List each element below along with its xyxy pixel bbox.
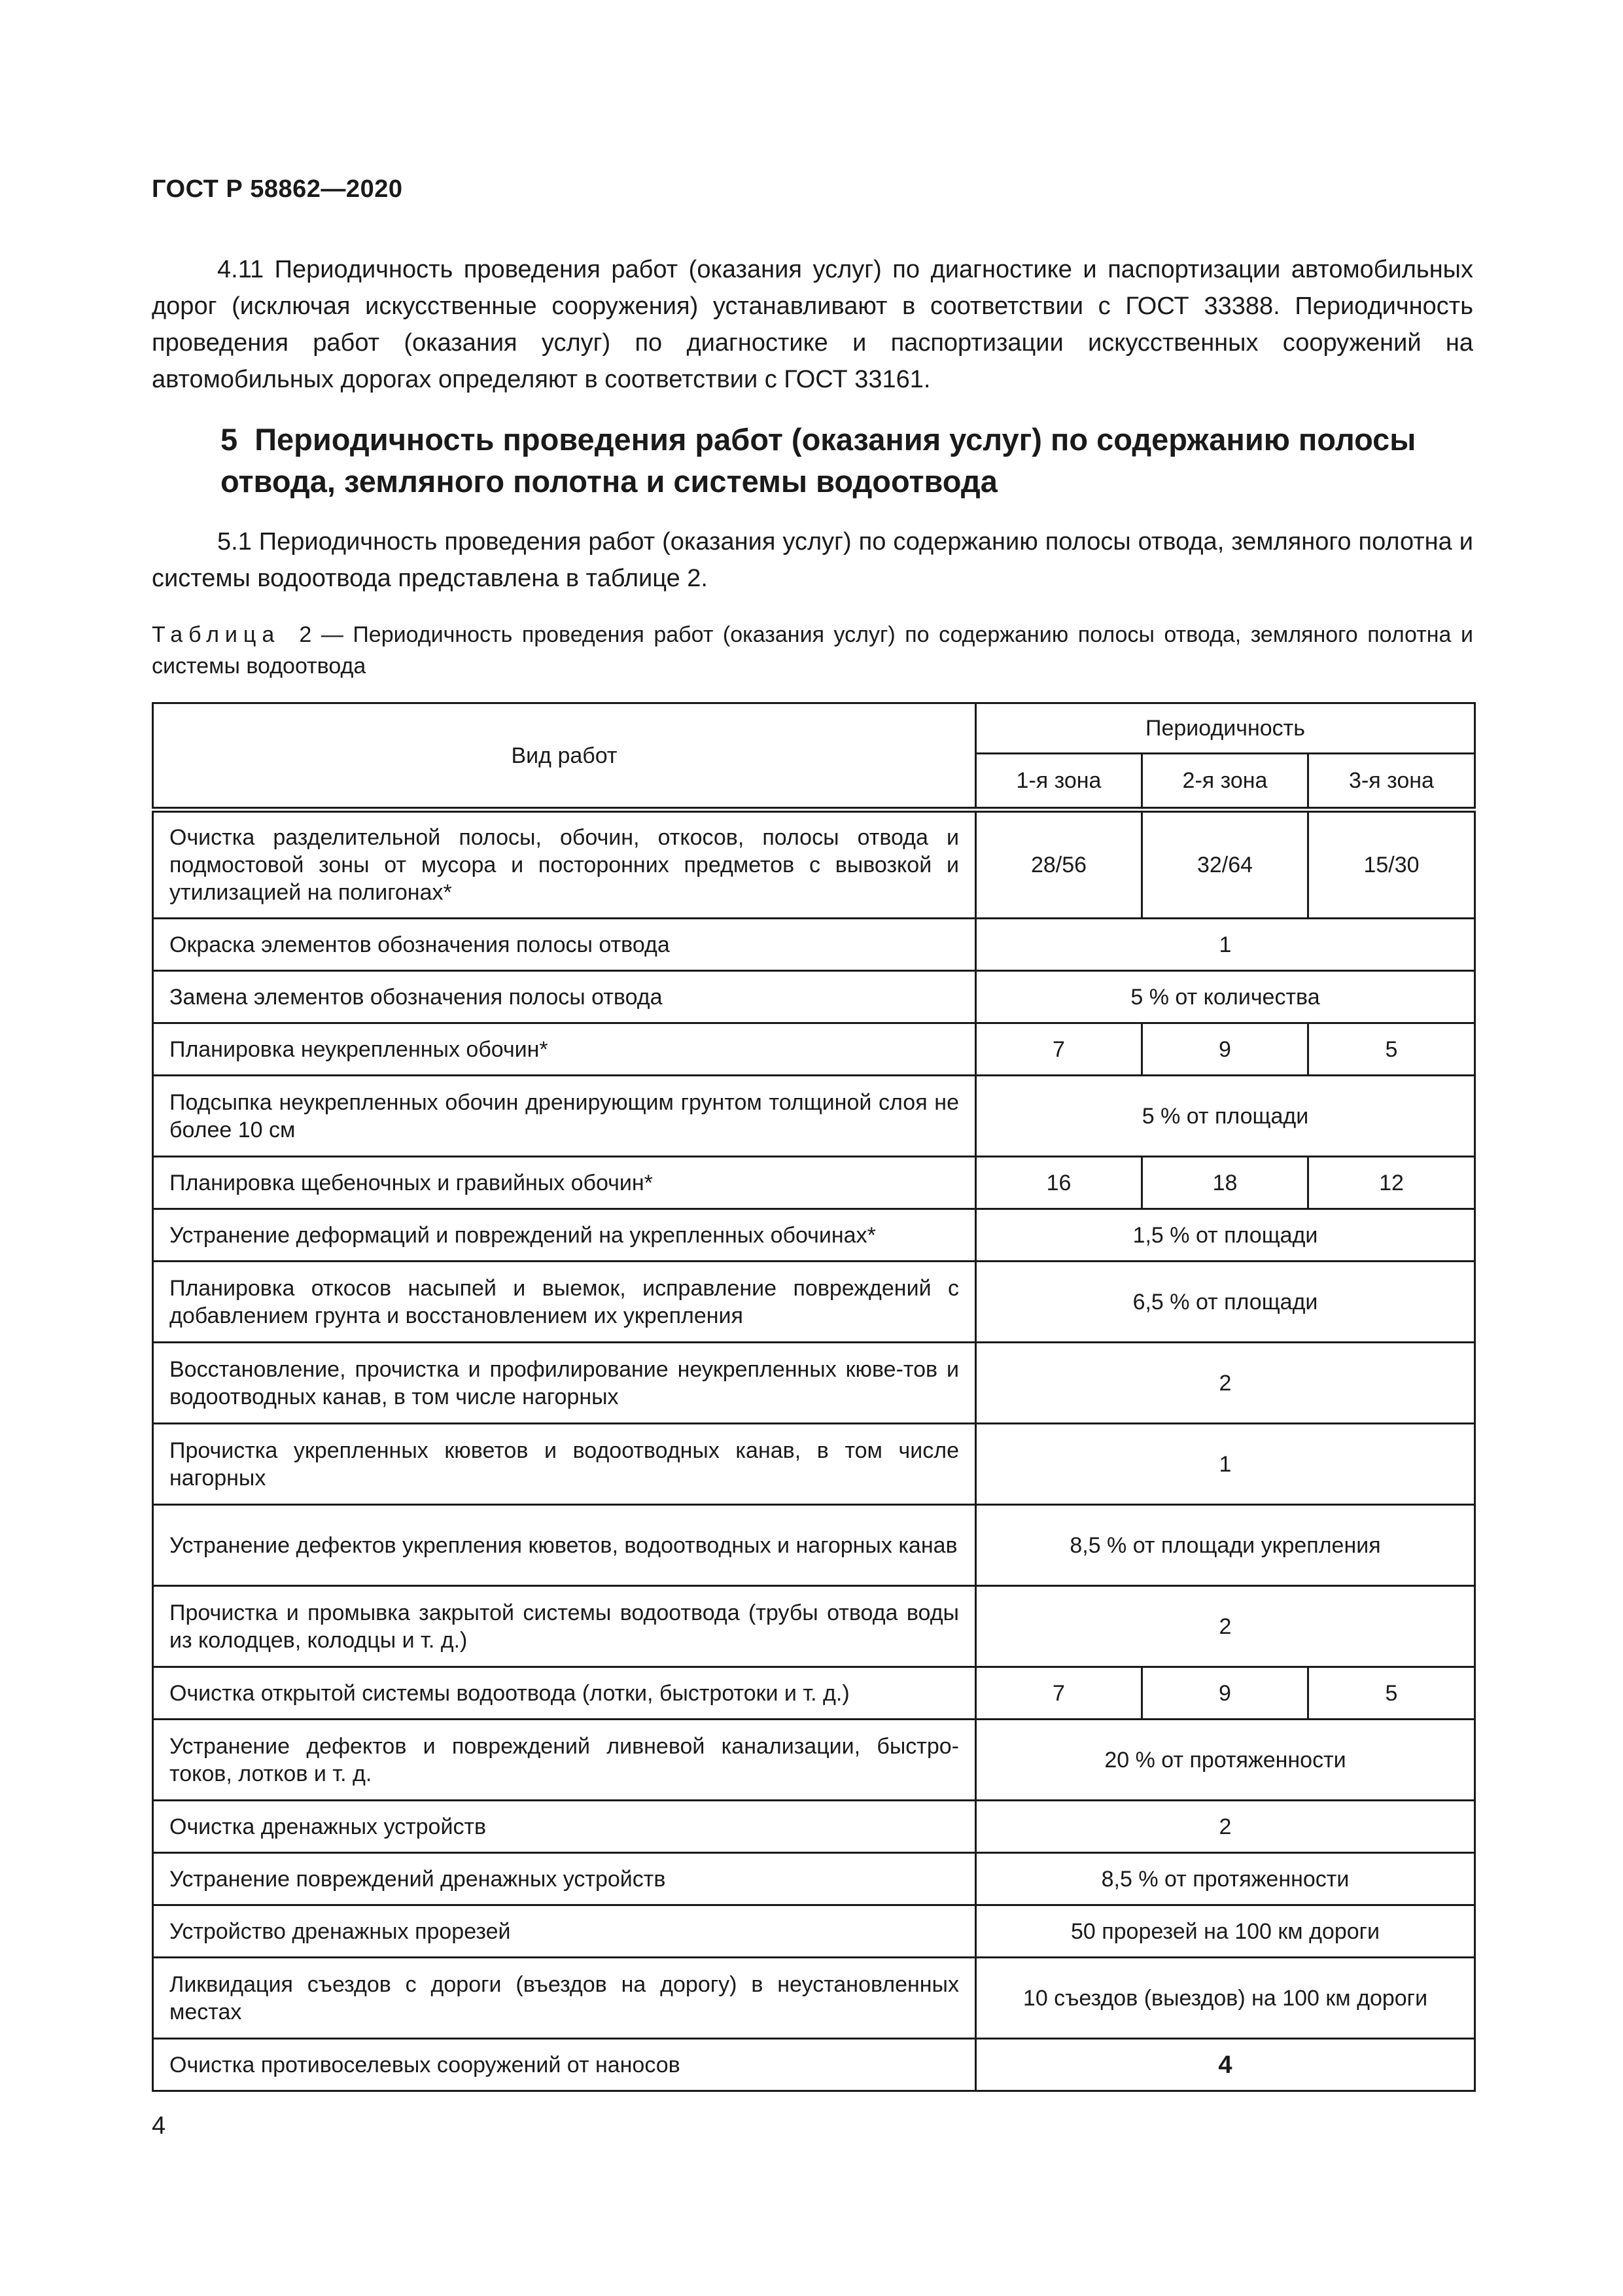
table-caption <box>152 619 1473 682</box>
row-value-merged: 6,5 % от площади <box>976 1262 1475 1343</box>
table-row <box>153 971 1475 1023</box>
row-value-zone-1: 16 <box>976 1157 1142 1209</box>
table-caption-label: Таблица <box>152 622 281 647</box>
row-work: Очистка дренажных устройств <box>153 1801 976 1853</box>
header-work-type: Вид работ <box>153 703 976 810</box>
row-work: Планировка откосов насыпей и выемок, исправление повреждений с добавлением грунта и восстановлением их укрепления <box>153 1262 976 1343</box>
row-work: Очистка разделительной полосы, обочин, откосов, полосы отвода и подмостовой зоны от мусора и посторонних предметов с вывозкой и утилизацией на полигонах* <box>153 810 976 919</box>
row-work: Восстановление, прочистка и профилирование неукрепленных кюве-тов и водоотводных канав, в том числе нагорных <box>153 1343 976 1424</box>
row-value-merged: 8,5 % от площади укрепления <box>976 1505 1475 1586</box>
section-title <box>220 419 1463 503</box>
row-work: Очистка открытой системы водоотвода (лотки, быстротоки и т. д.) <box>153 1667 976 1720</box>
table-row <box>153 1209 1475 1262</box>
table-caption-text: 2 — Периодичность проведения работ (оказания услуг) по содержанию полосы отвода, земляного полотна и системы водоотвода <box>152 622 1473 679</box>
row-value-zone-2: 9 <box>1142 1023 1308 1076</box>
row-work: Подсыпка неукрепленных обочин дренирующим грунтом толщиной слоя не более 10 см <box>153 1076 976 1157</box>
header-zone-2: 2-я зона <box>1142 754 1308 810</box>
row-value-zone-2: 18 <box>1142 1157 1308 1209</box>
row-work: Устранение дефектов укрепления кюветов, водоотводных и нагорных канав <box>153 1505 976 1586</box>
paragraph-5-1-text: 5.1 Периодичность проведения работ (оказания услуг) по содержанию полосы отвода, земляного полотна и системы водоотвода представлена в таблице 2. <box>152 528 1473 592</box>
table-row <box>153 1343 1475 1424</box>
row-work: Устройство дренажных прорезей <box>153 1905 976 1958</box>
paragraph-4-11-text: 4.11 Периодичность проведения работ (оказания услуг) по диагностике и паспортизации автомобильных дорог (исключая искусственные сооружения) устанавливают в соответствии с ГОСТ 33388. Периодичность проведения работ (оказания услуг) по диагностике и паспортизации искусственных сооружений на автомобильных дорогах определяют в соответствии с ГОСТ 33161. <box>152 256 1473 393</box>
row-work: Ликвидация съездов с дороги (въездов на дорогу) в неустановленных местах <box>153 1958 976 2039</box>
row-work: Планировка неукрепленных обочин* <box>153 1023 976 1076</box>
row-work: Замена элементов обозначения полосы отвода <box>153 971 976 1023</box>
table-row <box>153 1853 1475 1905</box>
row-value-merged: 5 % от площади <box>976 1076 1475 1157</box>
table-row <box>153 1720 1475 1801</box>
row-value-zone-3: 5 <box>1308 1023 1475 1076</box>
row-value-merged: 1 <box>976 1424 1475 1505</box>
section-number: 5 <box>220 422 238 457</box>
row-value-merged: 50 прорезей на 100 км дороги <box>976 1905 1475 1958</box>
row-value-merged: 2 <box>976 1343 1475 1424</box>
table-row <box>153 1262 1475 1343</box>
row-value-zone-2: 32/64 <box>1142 810 1308 919</box>
row-value-zone-3: 12 <box>1308 1157 1475 1209</box>
row-value-zone-2: 9 <box>1142 1667 1308 1720</box>
table-row <box>153 1023 1475 1076</box>
section-title-text: Периодичность проведения работ (оказания услуг) по содержанию полосы отвода, земляного полотна и системы водоотвода <box>220 422 1416 499</box>
row-value-merged: 1 <box>976 919 1475 971</box>
row-value-merged: 10 съездов (выездов) на 100 км дороги <box>976 1958 1475 2039</box>
row-work: Окраска элементов обозначения полосы отвода <box>153 919 976 971</box>
periodicity-table <box>152 702 1476 2092</box>
row-value-merged: 2 <box>976 1586 1475 1667</box>
row-value-zone-3: 5 <box>1308 1667 1475 1720</box>
row-work: Прочистка и промывка закрытой системы водоотвода (трубы отвода воды из колодцев, колодцы и т. д.) <box>153 1586 976 1667</box>
row-work: Устранение повреждений дренажных устройств <box>153 1853 976 1905</box>
row-value-merged: 1,5 % от площади <box>976 1209 1475 1262</box>
table-row <box>153 2039 1475 2091</box>
row-value-merged: 8,5 % от протяженности <box>976 1853 1475 1905</box>
table-row <box>153 1667 1475 1720</box>
row-value-zone-1: 7 <box>976 1023 1142 1076</box>
document-code: ГОСТ Р 58862—2020 <box>152 175 403 203</box>
row-value-merged: 20 % от протяженности <box>976 1720 1475 1801</box>
table-row <box>153 1801 1475 1853</box>
header-zone-3: 3-я зона <box>1308 754 1475 810</box>
table-row <box>153 1424 1475 1505</box>
row-work: Очистка противоселевых сооружений от наносов <box>153 2039 976 2091</box>
paragraph-5-1 <box>152 523 1473 597</box>
row-value-zone-3: 15/30 <box>1308 810 1475 919</box>
page-number: 4 <box>152 2112 166 2140</box>
row-value-merged: 4 <box>976 2039 1475 2091</box>
row-value-merged: 2 <box>976 1801 1475 1853</box>
table-row <box>153 1958 1475 2039</box>
paragraph-4-11 <box>152 251 1473 398</box>
row-work: Прочистка укрепленных кюветов и водоотводных канав, в том числе нагорных <box>153 1424 976 1505</box>
header-periodicity: Периодичность <box>976 703 1475 754</box>
row-value-zone-1: 28/56 <box>976 810 1142 919</box>
table-row <box>153 1505 1475 1586</box>
row-value-merged: 5 % от количества <box>976 971 1475 1023</box>
table-row <box>153 810 1475 919</box>
row-work: Устранение дефектов и повреждений ливневой канализации, быстро-токов, лотков и т. д. <box>153 1720 976 1801</box>
row-work: Планировка щебеночных и гравийных обочин* <box>153 1157 976 1209</box>
table-row <box>153 1586 1475 1667</box>
table-row <box>153 1157 1475 1209</box>
table-row <box>153 919 1475 971</box>
table-row <box>153 1905 1475 1958</box>
row-work: Устранение деформаций и повреждений на укрепленных обочинах* <box>153 1209 976 1262</box>
row-value-zone-1: 7 <box>976 1667 1142 1720</box>
table-row <box>153 1076 1475 1157</box>
header-zone-1: 1-я зона <box>976 754 1142 810</box>
